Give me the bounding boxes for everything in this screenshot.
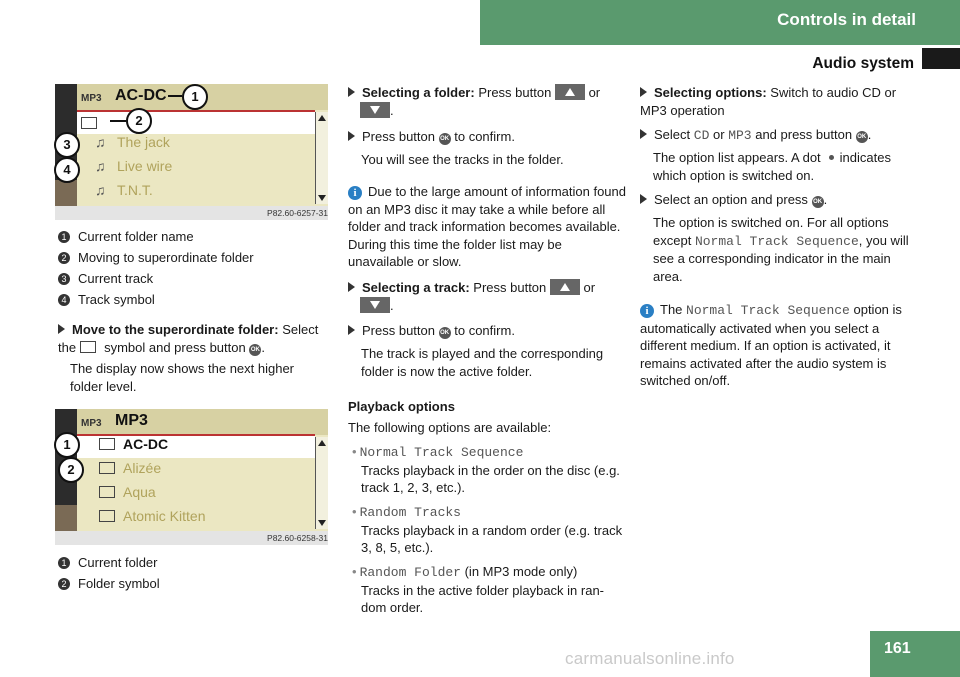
music-note-icon: ♫ (95, 182, 106, 198)
step-arrow-icon (640, 194, 647, 204)
watermark: carmanualsonline.info (565, 649, 735, 668)
legend-item: 3 Current track (58, 270, 153, 288)
legend-item: 1 Current folder (58, 554, 157, 572)
header-marker (922, 48, 960, 69)
track-row: ♫ Live wire (95, 158, 173, 174)
ok-button-icon: OK (439, 133, 451, 145)
ok-button-icon: OK (249, 344, 261, 356)
active-dot-icon (829, 155, 834, 160)
confirm-step: Press button OK to confirm. (348, 322, 626, 340)
track-row: ♫ T.N.T. (95, 182, 153, 198)
figure-caption-1: P82.60-6257-31 (55, 206, 328, 220)
section-title: Controls in detail (777, 10, 916, 29)
scroll-up-icon (318, 115, 326, 121)
down-button-icon (360, 297, 390, 313)
option-item: • Normal Track Sequence Tracks playback in the order on the disc (e.g. track 1, 2, 3, etc.). (352, 444, 620, 495)
select-mode-step: Select CD or MP3 and press button OK . (640, 126, 920, 145)
folder-up-icon (81, 117, 97, 129)
folder-icon (99, 438, 115, 450)
step-arrow-icon (348, 325, 355, 335)
scroll-down-icon (318, 195, 326, 201)
callout-1: 1 (54, 432, 80, 458)
callout-3: 3 (54, 132, 80, 158)
step-arrow-icon (640, 129, 647, 139)
scrollbar (315, 437, 328, 529)
confirm-step: Press button OK to confirm. (348, 128, 626, 146)
info-icon: i (640, 304, 654, 318)
option-switched-on-result: The option is switched on. For all options except Normal Track Sequence, you will see a corresponding indicator in the main area. (653, 215, 909, 284)
folder-row: Aqua (95, 484, 156, 502)
legend-item: 4 Track symbol (58, 291, 155, 309)
option-item: • Random Tracks Tracks playback in a random order (e.g. track 3, 8, 5, etc.). (352, 504, 623, 555)
music-note-icon: ♫ (95, 158, 106, 174)
music-note-icon: ♫ (95, 134, 106, 150)
callout-2: 2 (58, 457, 84, 483)
playback-intro: The following options are available: (348, 420, 552, 435)
folder-icon (99, 462, 115, 474)
select-track-step: Selecting a track: Press button or . (348, 279, 626, 314)
step-arrow-icon (348, 87, 355, 97)
track-row: ♫ The jack (95, 134, 170, 150)
step-arrow-icon (58, 324, 65, 334)
callout-1: 1 (182, 84, 208, 110)
playback-heading: Playback options (348, 399, 455, 414)
current-folder-name: MP3 (115, 412, 148, 429)
up-button-icon (550, 279, 580, 295)
scrollbar (315, 112, 328, 204)
scroll-up-icon (318, 440, 326, 446)
move-result: The display now shows the next higher folder level. (70, 361, 295, 394)
info-note: i The Normal Track Sequence option is automatically activated when you select a different medium. If an option is activated, it remains activated after the audio system is switched on/off. (640, 302, 902, 388)
folder-icon (99, 486, 115, 498)
move-superordinate-step: Move to the superordinate folder: Select the symbol and press button OK . (58, 322, 319, 355)
folder-up-icon (80, 341, 96, 353)
selecting-options-step: Selecting options: Switch to audio CD or MP3 operation (640, 85, 897, 118)
step-arrow-icon (348, 131, 355, 141)
figure-caption-2: P82.60-6258-31 (55, 531, 328, 545)
scroll-down-icon (318, 520, 326, 526)
legend-item: 2 Folder symbol (58, 575, 160, 593)
folder-row: AC-DC (95, 436, 168, 454)
option-item: • Random Folder (in MP3 mode only) Tracks in the active folder playback in ran-dom order. (352, 564, 605, 615)
mp3-mode-tag: MP3 (81, 418, 102, 429)
ok-button-icon: OK (812, 196, 824, 208)
mp3-mode-tag: MP3 (81, 93, 102, 104)
up-button-icon (555, 84, 585, 100)
folder-row: Alizée (95, 460, 161, 478)
folder-row: Atomic Kitten (95, 508, 205, 526)
step-arrow-icon (348, 282, 355, 292)
subsection-title: Audio system (812, 55, 914, 72)
track-result: The track is played and the corresponding folder is now the active folder. (361, 346, 604, 379)
superordinate-folder-row (77, 110, 315, 134)
mp3-display-screen-2 (55, 409, 328, 531)
down-button-icon (360, 102, 390, 118)
current-folder-name: AC-DC (115, 87, 167, 104)
info-icon: i (348, 186, 362, 200)
legend-item: 1 Current folder name (58, 228, 194, 246)
option-list-result: The option list appears. A dot indicates which option is switched on. (653, 150, 891, 183)
step-arrow-icon (640, 87, 647, 97)
ok-button-icon: OK (439, 327, 451, 339)
callout-4: 4 (54, 157, 80, 183)
legend-item: 2 Moving to superordinate folder (58, 249, 254, 267)
info-note: i Due to the large amount of information found on an MP3 disc it may take a while before all folder and track information becomes available. During this time the folder list may be unavailable or slow. (348, 184, 626, 269)
page-number: 161 (884, 640, 911, 657)
ok-button-icon: OK (856, 131, 868, 143)
folder-result: You will see the tracks in the folder. (361, 152, 564, 167)
select-folder-step: Selecting a folder: Press button or . (348, 84, 626, 119)
select-option-step: Select an option and press OK . (640, 191, 920, 209)
callout-2: 2 (126, 108, 152, 134)
folder-icon (99, 510, 115, 522)
